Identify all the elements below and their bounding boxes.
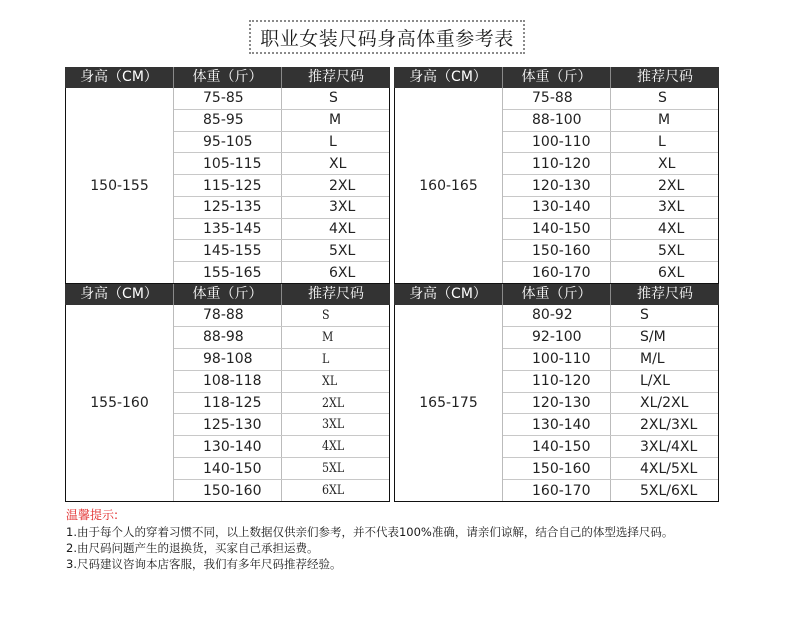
size-cell: S: [640, 307, 649, 324]
size-cell: XL: [658, 155, 676, 172]
weight-cell: 140-150: [174, 458, 282, 479]
size-cell: 2XL: [329, 177, 356, 194]
weight-cell: 140-150: [503, 436, 611, 457]
tip-line: 2.由尺码问题产生的退换货，买家自己承担运费。: [66, 541, 319, 555]
table-row: [503, 240, 718, 262]
table-row: [174, 88, 389, 110]
table-row: [503, 219, 718, 241]
weight-cell: 75-85: [174, 88, 282, 109]
weight-cell: 150-160: [503, 240, 611, 261]
header-height: 身高（CM）: [80, 69, 158, 85]
table-row: [503, 88, 718, 110]
table-row: [174, 305, 389, 327]
size-cell: S: [329, 90, 338, 107]
size-cell: M: [329, 112, 342, 129]
height-range-cell: 150-155: [66, 88, 174, 283]
size-cell: 3XL: [658, 199, 685, 216]
table-row: [174, 414, 389, 436]
weight-cell: 120-130: [503, 393, 611, 414]
size-cell: 3XL/4XL: [640, 438, 698, 455]
size-cell: 2XL/3XL: [640, 416, 698, 433]
weight-cell: 145-155: [174, 240, 282, 261]
table-row: [174, 327, 389, 349]
table-row: [174, 175, 389, 197]
weight-cell: 120-130: [503, 175, 611, 196]
size-cell: 5XL: [321, 461, 345, 477]
weight-cell: 150-160: [174, 480, 282, 501]
weight-cell: 140-150: [503, 219, 611, 240]
table-row: [503, 262, 718, 283]
table-row: [503, 436, 718, 458]
weight-cell: 110-120: [503, 153, 611, 174]
weight-cell: 130-140: [174, 436, 282, 457]
weight-cell: 110-120: [503, 371, 611, 392]
table-row: [503, 458, 718, 480]
table-row: [503, 153, 718, 175]
size-cell: M/L: [640, 351, 665, 368]
weight-cell: 160-170: [503, 480, 611, 501]
table-row: [503, 327, 718, 349]
size-cell: 5XL: [658, 242, 685, 259]
size-cell: L: [658, 133, 666, 150]
table-header: [65, 67, 390, 88]
size-cell: M: [658, 112, 671, 129]
size-cell: M: [321, 329, 334, 345]
weight-cell: 100-110: [503, 349, 611, 370]
height-range-cell: 165-175: [395, 305, 503, 501]
size-cell: 4XL/5XL: [640, 460, 698, 477]
weight-cell: 130-140: [503, 197, 611, 218]
header-height: 身高（CM）: [409, 286, 487, 302]
weight-cell: 88-98: [174, 327, 282, 348]
header-size: 推荐尺码: [610, 284, 719, 305]
table-row: [174, 371, 389, 393]
size-cell: S: [321, 307, 330, 323]
weight-cell: 155-165: [174, 262, 282, 283]
table-row: [503, 110, 718, 132]
height-range-cell: 160-165: [395, 88, 503, 283]
table-row: [174, 153, 389, 175]
size-cell: 4XL: [321, 439, 345, 455]
height-range-cell: 155-160: [66, 305, 174, 501]
table-row: [174, 458, 389, 480]
tip-line: 3.尺码建议咨询本店客服，我们有多年尺码推荐经验。: [66, 557, 342, 571]
size-cell: 3XL: [321, 417, 345, 433]
size-cell: L/XL: [640, 373, 670, 390]
table-row: [503, 349, 718, 371]
weight-cell: 105-115: [174, 153, 282, 174]
weight-cell: 75-88: [503, 88, 611, 109]
table-header: [65, 284, 390, 305]
table-row: [503, 132, 718, 154]
weight-cell: 108-118: [174, 371, 282, 392]
header-height: 身高（CM）: [409, 69, 487, 85]
size-cell: 5XL/6XL: [640, 482, 698, 499]
size-table-155-160: [65, 284, 390, 502]
table-row: [174, 349, 389, 371]
table-row: [174, 132, 389, 154]
table-row: [503, 305, 718, 327]
table-row: [174, 480, 389, 501]
weight-cell: 88-100: [503, 110, 611, 131]
size-cell: S: [658, 90, 667, 107]
table-row: [503, 197, 718, 219]
header-weight: 体重（斤）: [173, 67, 281, 88]
weight-cell: 92-100: [503, 327, 611, 348]
weight-cell: 125-130: [174, 414, 282, 435]
size-table-160-165: [394, 67, 719, 284]
table-row: [174, 240, 389, 262]
table-row: [174, 197, 389, 219]
weight-cell: 135-145: [174, 219, 282, 240]
weight-cell: 80-92: [503, 305, 611, 326]
weight-cell: 98-108: [174, 349, 282, 370]
header-size: 推荐尺码: [610, 67, 719, 88]
size-cell: 6XL: [658, 264, 685, 281]
table-header: [394, 67, 719, 88]
tip-line: 1.由于每个人的穿着习惯不同，以上数据仅供亲们参考，并不代表100%准确，请亲们谅解，结合自己的体型选择尺码。: [66, 525, 674, 539]
weight-cell: 150-160: [503, 458, 611, 479]
table-row: [503, 175, 718, 197]
table-row: [174, 262, 389, 283]
size-cell: 5XL: [329, 242, 356, 259]
table-row: [503, 371, 718, 393]
size-cell: XL/2XL: [640, 395, 689, 411]
header-weight: 体重（斤）: [502, 67, 610, 88]
table-row: [174, 436, 389, 458]
size-table-150-155: [65, 67, 390, 284]
weight-cell: 100-110: [503, 132, 611, 153]
size-cell: 4XL: [658, 221, 685, 238]
size-table-165-175: [394, 284, 719, 502]
weight-cell: 118-125: [174, 393, 282, 414]
table-row: [174, 393, 389, 415]
header-weight: 体重（斤）: [173, 284, 281, 305]
size-cell: 6XL: [329, 264, 356, 281]
size-cell: S/M: [640, 329, 666, 346]
weight-cell: 95-105: [174, 132, 282, 153]
title-text: 职业女装尺码身高体重参考表: [260, 27, 514, 50]
weight-cell: 160-170: [503, 262, 611, 283]
size-cell: L: [329, 133, 337, 150]
table-row: [503, 393, 718, 415]
tips-section: [66, 507, 673, 572]
size-cell: 2XL: [658, 177, 685, 194]
chart-title: [249, 20, 525, 54]
table-row: [174, 219, 389, 241]
size-cell: 3XL: [329, 199, 356, 216]
header-height: 身高（CM）: [80, 286, 158, 302]
size-cell: 2XL: [321, 395, 345, 411]
size-cell: XL: [321, 373, 338, 389]
size-cell: L: [321, 351, 330, 367]
table-row: [503, 414, 718, 436]
weight-cell: 130-140: [503, 414, 611, 435]
weight-cell: 125-135: [174, 197, 282, 218]
weight-cell: 115-125: [174, 175, 282, 196]
size-cell: XL: [329, 155, 347, 172]
weight-cell: 78-88: [174, 305, 282, 326]
header-size: 推荐尺码: [281, 67, 390, 88]
tips-heading: 温馨提示:: [66, 508, 119, 522]
size-cell: 4XL: [329, 221, 356, 238]
size-cell: 6XL: [321, 483, 345, 499]
table-header: [394, 284, 719, 305]
table-row: [503, 480, 718, 501]
weight-cell: 85-95: [174, 110, 282, 131]
header-size: 推荐尺码: [281, 284, 390, 305]
table-row: [174, 110, 389, 132]
header-weight: 体重（斤）: [502, 284, 610, 305]
